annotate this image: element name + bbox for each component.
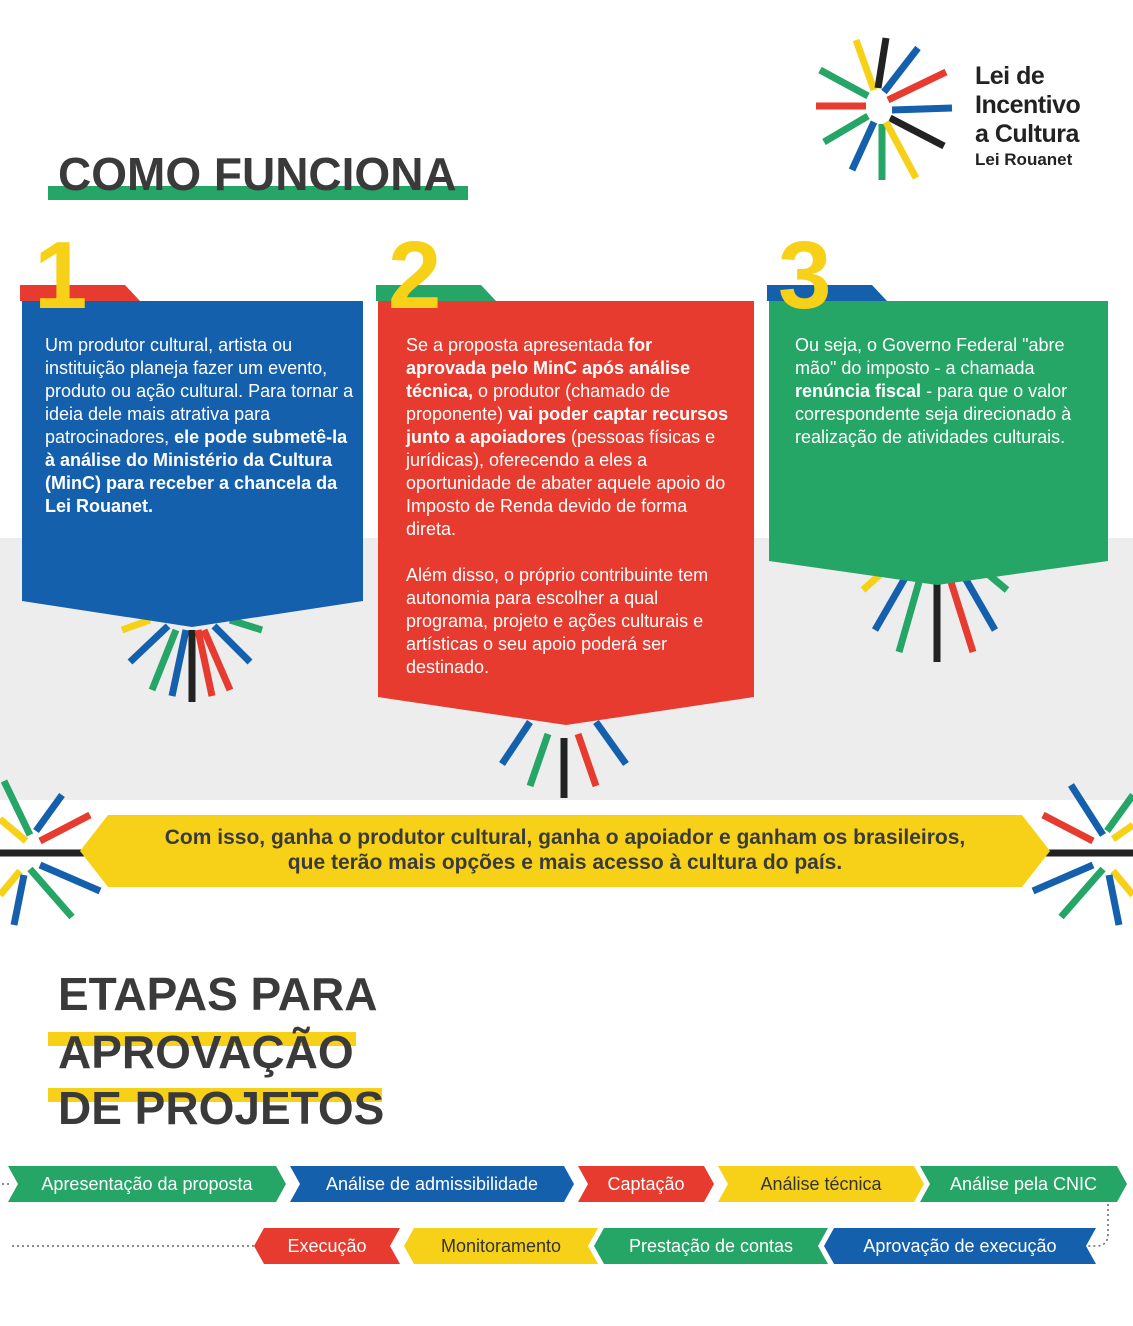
card2-number: 2 (388, 222, 442, 329)
card2-text (406, 334, 734, 679)
step-label: Execução (287, 1235, 367, 1256)
logo-line-1: Lei de (975, 62, 1045, 90)
step-label: Monitoramento (440, 1235, 562, 1256)
step-prestacao (594, 1228, 828, 1264)
card-text-bold: ele pode submetê-la à análise do Ministério da Cultura (MinC) para receber a chancela da Lei Rouanet. (45, 427, 348, 516)
step-aprovacao-execucao (824, 1228, 1096, 1264)
logo-subtitle: Lei Rouanet (975, 150, 1073, 169)
section-title-text: COMO FUNCIONA (58, 148, 457, 200)
card-paragraph (406, 564, 734, 679)
logo-burst-icon (806, 30, 956, 190)
section-title-line-2: APROVAÇÃO (58, 1026, 354, 1078)
card3-number: 3 (778, 222, 832, 329)
card-text: Um produtor cultural, artista ou instituição planeja fazer um evento, produto ou ação cultural. Para tornar a ideia dele mais atrativa para patrocinadores, (45, 335, 354, 447)
card-text-bold: vai poder captar recursos junto a apoiadores (406, 404, 729, 447)
card-paragraph (45, 334, 355, 518)
step-label: Captação (607, 1173, 685, 1194)
step-label: Prestação de contas (628, 1235, 794, 1256)
step-analise-tecnica (718, 1166, 924, 1202)
card-paragraph (406, 334, 734, 541)
card-text: - para que o valor correspondente seja direcionado à realização de atividades culturais. (795, 381, 1072, 447)
card3-text (795, 334, 1090, 449)
card-text: Ou seja, o Governo Federal "abre mão" do imposto - a chamada (795, 335, 1065, 378)
card-text: Além disso, o próprio contribuinte tem autonomia para escolher a qual programa, projeto e ações culturais e artísticas o seu apoio poderá ser destinado. (406, 565, 709, 677)
banner-line-1: Com isso, ganha o produtor cultural, ganha o apoiador e ganham os brasileiros, (164, 826, 966, 849)
section-title-etapas-2 (48, 1026, 354, 1078)
step-label: Análise pela CNIC (949, 1173, 1098, 1194)
step-label: Análise de admissibilidade (325, 1173, 539, 1194)
step-label: Apresentação da proposta (41, 1173, 253, 1194)
logo-text (975, 62, 1125, 171)
card-text: (pessoas físicas e jurídicas), oferecendo a eles a oportunidade de abater aquele apoio do Imposto de Renda devido de forma direta. (406, 427, 726, 539)
card1-number: 1 (34, 222, 88, 329)
logo-line-2: Incentivo (975, 91, 1081, 119)
banner-line-2: que terão mais opções e mais acesso à cultura do país. (287, 851, 843, 874)
card-text-bold: renúncia fiscal (795, 381, 922, 401)
section-title-etapas (48, 968, 378, 1020)
banner-text (95, 825, 1035, 875)
step-monitoramento (404, 1228, 598, 1264)
step-execucao (254, 1228, 400, 1264)
step-apresentacao (8, 1166, 286, 1202)
card-text: Se a proposta apresentada (406, 335, 629, 355)
section-title-etapas-3 (48, 1082, 385, 1134)
step-cnic (920, 1166, 1127, 1202)
section-title-como-funciona (48, 148, 457, 200)
card-paragraph (795, 334, 1090, 449)
paragraph-gap (406, 541, 734, 564)
card1-text (45, 334, 355, 518)
step-label: Aprovação de execução (863, 1235, 1057, 1256)
card-text: o produtor (chamado de proponente) (406, 381, 671, 424)
section-title-line-1: ETAPAS PARA (58, 968, 378, 1020)
logo-line-3: a Cultura (975, 120, 1079, 148)
step-captacao (578, 1166, 714, 1202)
step-label: Análise técnica (760, 1173, 882, 1194)
card-text-bold: for aprovada pelo MinC após análise técnica, (406, 335, 691, 401)
section-title-line-3: DE PROJETOS (58, 1082, 385, 1134)
step-admissibilidade (290, 1166, 574, 1202)
